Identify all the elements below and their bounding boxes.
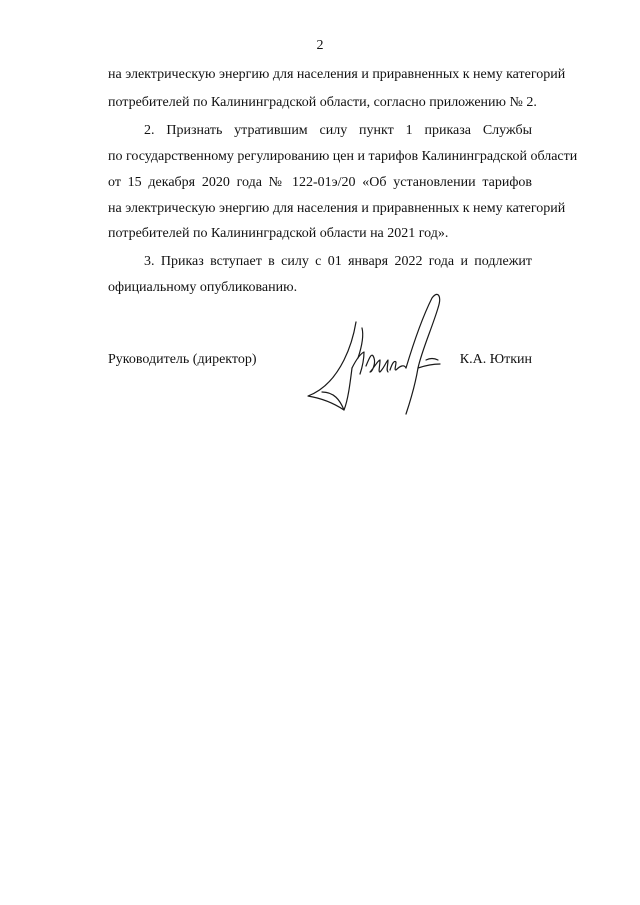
paragraph-2-line-3: от 15 декабря 2020 года № 122-01э/20 «Об установлении тарифов (108, 175, 532, 190)
signatory-role: Руководитель (директор) (108, 352, 257, 367)
signature-row (108, 351, 532, 371)
signatory-name: К.А. Юткин (459, 352, 532, 367)
paragraph-2-line-1: 2. Признать утратившим силу пункт 1 приказа Службы (144, 123, 532, 138)
page-number: 2 (316, 38, 324, 53)
paragraph-3-line-2: официальному опубликованию. (108, 280, 298, 295)
paragraph-3-line-1: 3. Приказ вступает в силу с 01 января 2022 года и подлежит (144, 254, 532, 269)
paragraph-1-line-1: на электрическую энергию для населения и приравненных к нему категорий (108, 67, 566, 82)
paragraph-1-line-2: потребителей по Калининградской области, согласно приложению № 2. (108, 95, 537, 110)
paragraph-2-line-4: на электрическую энергию для населения и приравненных к нему категорий (108, 201, 566, 216)
paragraph-2-line-5: потребителей по Калининградской области на 2021 год». (108, 226, 449, 241)
paragraph-2-line-2: по государственному регулированию цен и тарифов Калининградской области (108, 149, 578, 164)
